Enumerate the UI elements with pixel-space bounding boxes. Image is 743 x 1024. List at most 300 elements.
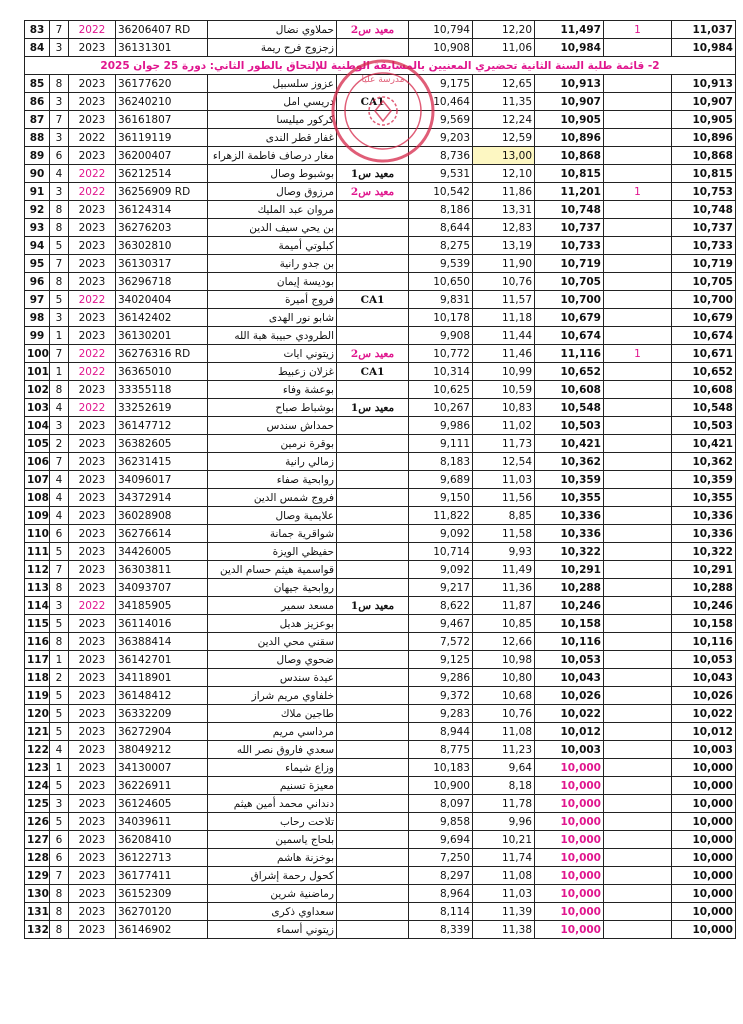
bonus-cell [604,543,672,561]
year-cell: 2023 [69,273,116,291]
average-cell: 10,003 [535,741,604,759]
table-row [25,831,736,849]
table-row [25,183,736,201]
final-score-cell: 10,748 [672,201,736,219]
rank-cell: 91 [25,183,50,201]
status-note-cell [337,885,409,903]
final-score-cell: 10,000 [672,921,736,939]
registration-id-cell: 36272904 [116,723,208,741]
registration-id-cell: 34096017 [116,471,208,489]
rank-cell: 107 [25,471,50,489]
rank-cell: 108 [25,489,50,507]
student-name-cell: زجزوج فرح ريمة [208,39,337,57]
status-note-cell: CA1 [337,291,409,309]
table-row [25,111,736,129]
first-score-cell: 9,831 [409,291,473,309]
student-name-cell: بوشبوط وصال [208,165,337,183]
registration-id-cell: 34372914 [116,489,208,507]
average-cell: 10,868 [535,147,604,165]
student-name-cell: غزلان زعبيط [208,363,337,381]
second-score-cell: 12,66 [473,633,535,651]
first-score-cell: 9,175 [409,75,473,93]
student-name-cell: حملاوي نضال [208,21,337,39]
year-cell: 2022 [69,399,116,417]
group-cell: 4 [50,399,69,417]
status-note-cell [337,921,409,939]
average-cell: 10,674 [535,327,604,345]
final-score-cell: 10,322 [672,543,736,561]
rank-cell: 96 [25,273,50,291]
second-score-cell: 13,19 [473,237,535,255]
registration-id-cell: 36152309 [116,885,208,903]
first-score-cell: 10,183 [409,759,473,777]
student-name-cell: غفار قطر الندى [208,129,337,147]
group-cell: 3 [50,39,69,57]
final-score-cell: 10,022 [672,705,736,723]
year-cell: 2023 [69,813,116,831]
group-cell: 5 [50,777,69,795]
bonus-cell [604,273,672,291]
group-cell: 2 [50,669,69,687]
average-cell: 10,355 [535,489,604,507]
final-score-cell: 10,907 [672,93,736,111]
second-score-cell: 11,38 [473,921,535,939]
status-note-cell [337,669,409,687]
first-score-cell: 7,572 [409,633,473,651]
second-score-cell: 11,39 [473,903,535,921]
average-cell: 10,700 [535,291,604,309]
group-cell: 5 [50,237,69,255]
group-cell: 5 [50,705,69,723]
student-name-cell: فروج أميرة [208,291,337,309]
status-note-cell: معيد س2 [337,345,409,363]
second-score-cell: 11,57 [473,291,535,309]
status-note-cell: معيد س2 [337,183,409,201]
first-score-cell: 9,908 [409,327,473,345]
first-score-cell: 10,464 [409,93,473,111]
first-score-cell: 8,183 [409,453,473,471]
rank-cell: 102 [25,381,50,399]
final-score-cell: 10,359 [672,471,736,489]
group-cell: 4 [50,471,69,489]
group-cell: 4 [50,165,69,183]
registration-id-cell: 34020404 [116,291,208,309]
student-name-cell: بوعشة وفاء [208,381,337,399]
student-name-cell: مروان عبد المليك [208,201,337,219]
average-cell: 10,815 [535,165,604,183]
average-cell: 10,322 [535,543,604,561]
second-score-cell: 13,00 [473,147,535,165]
status-note-cell [337,723,409,741]
rank-cell: 121 [25,723,50,741]
table-row [25,309,736,327]
rank-cell: 129 [25,867,50,885]
year-cell: 2023 [69,543,116,561]
second-score-cell: 11,56 [473,489,535,507]
second-score-cell: 11,73 [473,435,535,453]
first-score-cell: 9,569 [409,111,473,129]
first-score-cell: 10,625 [409,381,473,399]
second-score-cell: 12,54 [473,453,535,471]
rank-cell: 114 [25,597,50,615]
table-row [25,741,736,759]
average-cell: 10,748 [535,201,604,219]
first-score-cell: 10,542 [409,183,473,201]
group-cell: 7 [50,867,69,885]
first-score-cell: 8,944 [409,723,473,741]
average-cell: 10,000 [535,921,604,939]
registration-id-cell: 33252619 [116,399,208,417]
final-score-cell: 10,905 [672,111,736,129]
student-name-cell: بوعزيز هديل [208,615,337,633]
group-cell: 5 [50,291,69,309]
average-cell: 11,116 [535,345,604,363]
registration-id-cell: 38049212 [116,741,208,759]
student-name-cell: زمالي رانية [208,453,337,471]
status-note-cell [337,867,409,885]
first-score-cell: 8,964 [409,885,473,903]
rank-cell: 93 [25,219,50,237]
final-score-cell: 11,037 [672,21,736,39]
rank-cell: 89 [25,147,50,165]
group-cell: 6 [50,147,69,165]
status-note-cell [337,741,409,759]
group-cell: 3 [50,795,69,813]
registration-id-cell: 36161807 [116,111,208,129]
bonus-cell: 1 [604,345,672,363]
second-score-cell: 11,03 [473,471,535,489]
registration-id-cell: 36130201 [116,327,208,345]
table-row [25,453,736,471]
table-row [25,849,736,867]
second-score-cell: 11,74 [473,849,535,867]
registration-id-cell: 34093707 [116,579,208,597]
table-row [25,39,736,57]
average-cell: 10,158 [535,615,604,633]
status-note-cell [337,75,409,93]
average-cell: 10,737 [535,219,604,237]
status-note-cell: معيد س2 [337,21,409,39]
year-cell: 2023 [69,615,116,633]
status-note-cell [337,651,409,669]
second-score-cell: 11,90 [473,255,535,273]
final-score-cell: 10,679 [672,309,736,327]
rank-cell: 85 [25,75,50,93]
bonus-cell [604,669,672,687]
average-cell: 10,053 [535,651,604,669]
table-row [25,435,736,453]
rank-cell: 109 [25,507,50,525]
registration-id-cell: 36142701 [116,651,208,669]
table-row [25,219,736,237]
group-cell: 7 [50,255,69,273]
registration-id-cell: 36256909 RD [116,183,208,201]
year-cell: 2022 [69,165,116,183]
student-name-cell: عزوز سلسبيل [208,75,337,93]
group-cell: 1 [50,759,69,777]
registration-id-cell: 36122713 [116,849,208,867]
table-row [25,291,736,309]
registration-id-cell: 36296718 [116,273,208,291]
second-score-cell: 12,24 [473,111,535,129]
first-score-cell: 8,114 [409,903,473,921]
student-name-cell: الطرودي حبيبة هبة الله [208,327,337,345]
table-row [25,723,736,741]
year-cell: 2023 [69,201,116,219]
student-name-cell: زيتوني ايات [208,345,337,363]
final-score-cell: 10,000 [672,903,736,921]
table-row [25,165,736,183]
final-score-cell: 10,719 [672,255,736,273]
year-cell: 2023 [69,831,116,849]
second-score-cell: 9,93 [473,543,535,561]
year-cell: 2023 [69,849,116,867]
second-score-cell: 12,20 [473,21,535,39]
student-name-cell: حمداش سندس [208,417,337,435]
student-name-cell: بلحاج ياسمين [208,831,337,849]
first-score-cell: 8,339 [409,921,473,939]
group-cell: 4 [50,507,69,525]
registration-id-cell: 36142402 [116,309,208,327]
table-row [25,255,736,273]
bonus-cell [604,561,672,579]
first-score-cell: 10,908 [409,39,473,57]
rows-before-heading [25,21,736,57]
rank-cell: 101 [25,363,50,381]
final-score-cell: 10,355 [672,489,736,507]
average-cell: 10,026 [535,687,604,705]
student-name-cell: كحول رحمة إشراق [208,867,337,885]
registration-id-cell: 36388414 [116,633,208,651]
student-name-cell: مرزوق وصال [208,183,337,201]
bonus-cell [604,705,672,723]
final-score-cell: 10,291 [672,561,736,579]
second-score-cell: 10,59 [473,381,535,399]
average-cell: 10,246 [535,597,604,615]
year-cell: 2023 [69,579,116,597]
status-note-cell [337,327,409,345]
final-score-cell: 10,362 [672,453,736,471]
second-score-cell: 11,58 [473,525,535,543]
average-cell: 10,362 [535,453,604,471]
rank-cell: 130 [25,885,50,903]
rank-cell: 88 [25,129,50,147]
section-heading-row [25,57,736,75]
final-score-cell: 10,158 [672,615,736,633]
rank-cell: 117 [25,651,50,669]
year-cell: 2023 [69,777,116,795]
student-name-cell: سعدي فاروق نصر الله [208,741,337,759]
group-cell: 6 [50,831,69,849]
final-score-cell: 10,815 [672,165,736,183]
status-note-cell [337,831,409,849]
table-row [25,21,736,39]
registration-id-cell: 36130317 [116,255,208,273]
student-name-cell: زيتوني أسماء [208,921,337,939]
first-score-cell: 10,650 [409,273,473,291]
table-row [25,777,736,795]
year-cell: 2023 [69,867,116,885]
first-score-cell: 8,097 [409,795,473,813]
status-note-cell [337,795,409,813]
group-cell: 8 [50,921,69,939]
first-score-cell: 10,178 [409,309,473,327]
registration-id-cell: 33355118 [116,381,208,399]
bonus-cell [604,111,672,129]
bonus-cell [604,633,672,651]
registration-id-cell: 34426005 [116,543,208,561]
first-score-cell: 11,822 [409,507,473,525]
registration-id-cell: 36276316 RD [116,345,208,363]
registration-id-cell: 36302810 [116,237,208,255]
group-cell: 1 [50,363,69,381]
first-score-cell: 9,286 [409,669,473,687]
table-row [25,813,736,831]
table-row [25,705,736,723]
table-row [25,471,736,489]
year-cell: 2023 [69,795,116,813]
bonus-cell [604,201,672,219]
bonus-cell [604,165,672,183]
status-note-cell [337,813,409,831]
year-cell: 2022 [69,291,116,309]
year-cell: 2023 [69,723,116,741]
rank-cell: 116 [25,633,50,651]
table-row [25,129,736,147]
student-name-cell: دنداني محمد أمين هيثم [208,795,337,813]
bonus-cell [604,777,672,795]
average-cell: 10,896 [535,129,604,147]
table-row [25,543,736,561]
first-score-cell: 10,772 [409,345,473,363]
bonus-cell [604,597,672,615]
bonus-cell [604,759,672,777]
final-score-cell: 10,000 [672,867,736,885]
second-score-cell: 10,76 [473,705,535,723]
year-cell: 2023 [69,561,116,579]
rank-cell: 106 [25,453,50,471]
average-cell: 10,116 [535,633,604,651]
second-score-cell: 11,46 [473,345,535,363]
heading-section [25,57,736,75]
rank-cell: 122 [25,741,50,759]
status-note-cell [337,309,409,327]
table-row [25,615,736,633]
final-score-cell: 10,737 [672,219,736,237]
status-note-cell [337,759,409,777]
rank-cell: 120 [25,705,50,723]
table-row [25,417,736,435]
group-cell: 2 [50,435,69,453]
final-score-cell: 10,000 [672,795,736,813]
year-cell: 2023 [69,741,116,759]
year-cell: 2023 [69,39,116,57]
student-name-cell: تلاحت رحاب [208,813,337,831]
group-cell: 7 [50,21,69,39]
student-name-cell: علايمية وصال [208,507,337,525]
average-cell: 10,905 [535,111,604,129]
average-cell: 10,503 [535,417,604,435]
table-row [25,507,736,525]
table-row [25,399,736,417]
bonus-cell [604,327,672,345]
final-score-cell: 10,012 [672,723,736,741]
bonus-cell [604,741,672,759]
average-cell: 10,336 [535,507,604,525]
student-name-cell: روابحية صفاء [208,471,337,489]
average-cell: 10,984 [535,39,604,57]
first-score-cell: 8,297 [409,867,473,885]
bonus-cell [604,309,672,327]
status-note-cell [337,489,409,507]
second-score-cell: 11,08 [473,867,535,885]
group-cell: 4 [50,489,69,507]
first-score-cell: 9,092 [409,561,473,579]
final-score-cell: 10,705 [672,273,736,291]
average-cell: 10,012 [535,723,604,741]
second-score-cell: 8,18 [473,777,535,795]
average-cell: 10,000 [535,795,604,813]
status-note-cell [337,543,409,561]
rank-cell: 126 [25,813,50,831]
student-name-cell: كركور ميليسا [208,111,337,129]
average-cell: 10,000 [535,867,604,885]
student-name-cell: طاجين ملاك [208,705,337,723]
student-name-cell: مسعد سمير [208,597,337,615]
final-score-cell: 10,336 [672,507,736,525]
final-score-cell: 10,671 [672,345,736,363]
average-cell: 10,288 [535,579,604,597]
year-cell: 2023 [69,885,116,903]
year-cell: 2023 [69,435,116,453]
student-name-cell: مغار درصاف فاطمة الزهراء [208,147,337,165]
student-name-cell: بوشباط صباح [208,399,337,417]
group-cell: 8 [50,381,69,399]
first-score-cell: 8,736 [409,147,473,165]
first-score-cell: 9,092 [409,525,473,543]
registration-id-cell: 36332209 [116,705,208,723]
group-cell: 3 [50,93,69,111]
year-cell: 2023 [69,525,116,543]
status-note-cell: معيد س1 [337,399,409,417]
group-cell: 7 [50,345,69,363]
year-cell: 2023 [69,471,116,489]
group-cell: 3 [50,183,69,201]
table-row [25,489,736,507]
bonus-cell [604,687,672,705]
average-cell: 10,608 [535,381,604,399]
group-cell: 1 [50,651,69,669]
year-cell: 2023 [69,669,116,687]
table-row [25,885,736,903]
bonus-cell [604,795,672,813]
registration-id-cell: 36382605 [116,435,208,453]
group-cell: 8 [50,885,69,903]
year-cell: 2023 [69,75,116,93]
group-cell: 3 [50,417,69,435]
average-cell: 10,000 [535,903,604,921]
year-cell: 2023 [69,381,116,399]
student-name-cell: شابو نور الهدى [208,309,337,327]
average-cell: 10,907 [535,93,604,111]
table-row [25,93,736,111]
status-note-cell [337,849,409,867]
student-name-cell: وزاع شيماء [208,759,337,777]
group-cell: 3 [50,129,69,147]
table-row [25,579,736,597]
first-score-cell: 9,858 [409,813,473,831]
second-score-cell: 10,76 [473,273,535,291]
